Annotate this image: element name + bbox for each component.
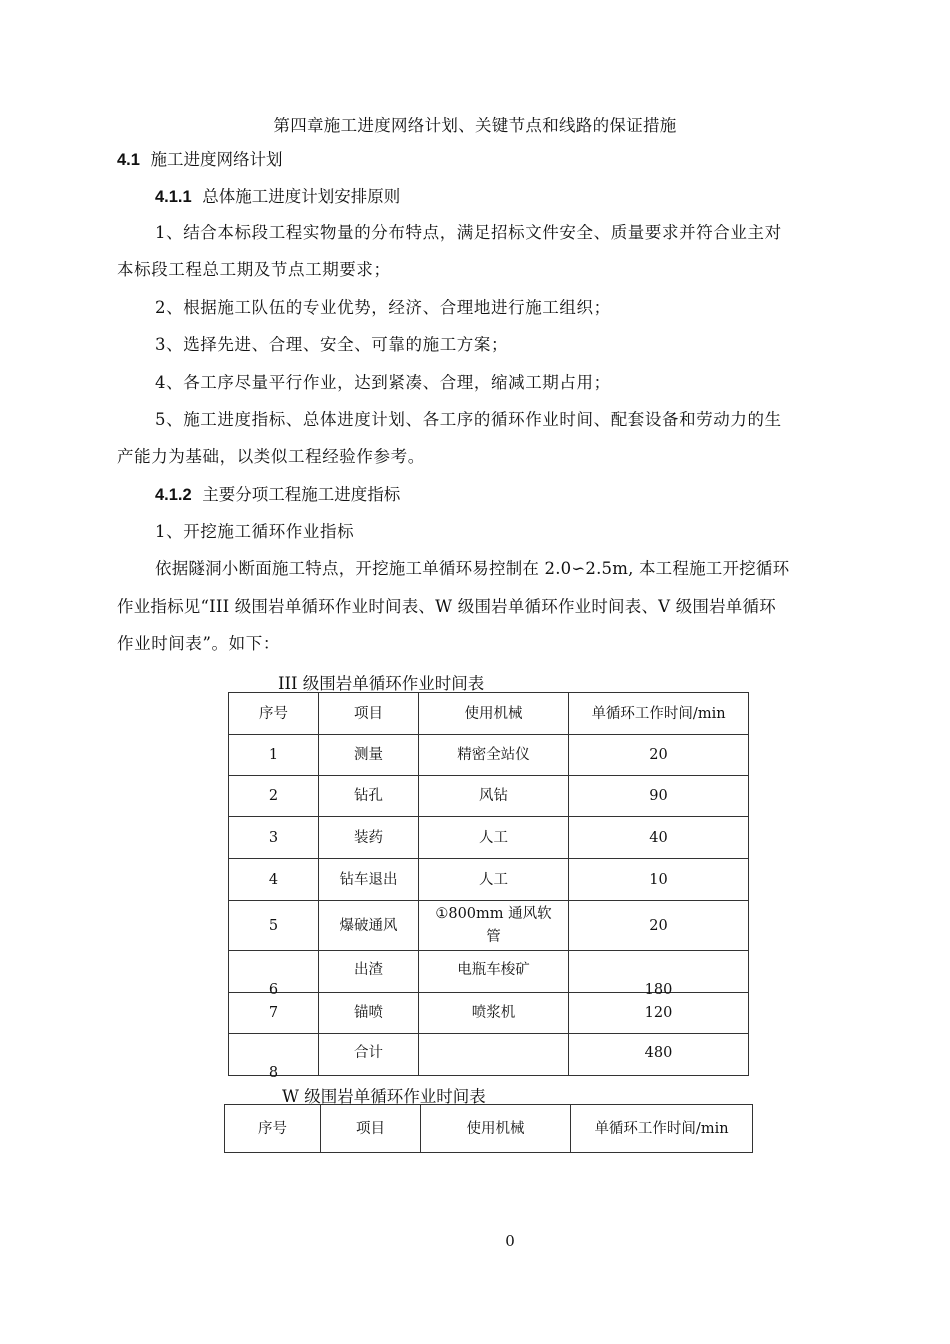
table-cell: 锚喷 xyxy=(319,993,419,1034)
table-cell xyxy=(419,901,569,951)
table-1-caption: III 级围岩单循环作业时间表 xyxy=(278,674,485,693)
table-row xyxy=(229,776,749,817)
table-cell: 电瓶车梭矿 xyxy=(419,951,569,993)
table-2-caption: W 级围岩单循环作业时间表 xyxy=(282,1087,486,1106)
table-cell: 精密全站仪 xyxy=(419,735,569,776)
principle-1-line-1: 1、结合本标段工程实物量的分布特点，满足招标文件安全、质量要求并符合业主对 xyxy=(155,223,782,242)
header-cell: 使用机械 xyxy=(419,693,569,735)
table-cell: 480 xyxy=(569,1034,749,1076)
cell-text: 6 xyxy=(268,982,279,998)
table-cell: 出渣 xyxy=(319,951,419,993)
table-cell: 钻车退出 xyxy=(319,859,419,901)
table-cell: 10 xyxy=(569,859,749,901)
table-cell: 120 xyxy=(569,993,749,1034)
table-row xyxy=(229,859,749,901)
table-cell: 1 xyxy=(229,735,319,776)
table-row xyxy=(229,901,749,951)
section-4-1-heading xyxy=(117,146,282,170)
header-cell: 单循环工作时间/min xyxy=(571,1105,753,1153)
table-row xyxy=(229,817,749,859)
table-row xyxy=(229,951,749,993)
section-number: 4.1 xyxy=(117,151,140,169)
header-cell: 序号 xyxy=(225,1105,321,1153)
subsection-1-title: 1、开挖施工循环作业指标 xyxy=(155,522,355,541)
machine-text-line-2: 管 xyxy=(486,928,501,945)
table-cell: 人工 xyxy=(419,859,569,901)
header-cell: 项目 xyxy=(319,693,419,735)
table-row xyxy=(229,735,749,776)
header-cell: 项目 xyxy=(321,1105,421,1153)
principle-5-line-2: 产能力为基础，以类似工程经验作参考。 xyxy=(117,447,425,466)
table-cell: 测量 xyxy=(319,735,419,776)
basis-paragraph-line-2: 作业指标见“III 级围岩单循环作业时间表、W 级围岩单循环作业时间表、V 级围岩单循环 xyxy=(117,597,776,616)
section-title: 主要分项工程施工进度指标 xyxy=(202,485,401,504)
table-row xyxy=(229,993,749,1034)
table-cell: 装药 xyxy=(319,817,419,859)
header-cell: 序号 xyxy=(229,693,319,735)
table-cell xyxy=(229,1034,319,1081)
table-cell: 20 xyxy=(569,735,749,776)
table-1 xyxy=(228,692,749,1081)
page-number: 0 xyxy=(505,1232,515,1250)
table-cell: 2 xyxy=(229,776,319,817)
table-cell: 合计 xyxy=(319,1034,419,1076)
basis-paragraph-line-3: 作业时间表”。如下： xyxy=(117,634,280,653)
table-header-row xyxy=(229,693,749,735)
principle-4: 4、各工序尽量平行作业，达到紧凑、合理，缩减工期占用； xyxy=(155,373,611,392)
machine-text-line-1: ①800mm 通风软 xyxy=(435,905,552,922)
section-number: 4.1.2 xyxy=(155,486,192,504)
section-number: 4.1.1 xyxy=(155,188,192,206)
chapter-title: 第四章施工进度网络计划、关键节点和线路的保证措施 xyxy=(273,116,677,135)
principle-2: 2、根据施工队伍的专业优势，经济、合理地进行施工组织； xyxy=(155,298,611,317)
section-title: 总体施工进度计划安排原则 xyxy=(202,187,401,206)
table-row xyxy=(229,1034,749,1076)
table-cell xyxy=(569,951,749,998)
table-cell: 钻孔 xyxy=(319,776,419,817)
table-cell xyxy=(419,1034,569,1076)
table-cell: 喷浆机 xyxy=(419,993,569,1034)
section-4-1-1-heading xyxy=(155,183,400,207)
table-cell xyxy=(229,951,319,998)
table-cell: 5 xyxy=(229,901,319,951)
section-title: 施工进度网络计划 xyxy=(150,150,283,169)
table-cell: 40 xyxy=(569,817,749,859)
header-cell: 使用机械 xyxy=(421,1105,571,1153)
principle-5-line-1: 5、施工进度指标、总体进度计划、各工序的循环作业时间、配套设备和劳动力的生 xyxy=(155,410,782,429)
table-cell: 爆破通风 xyxy=(319,901,419,951)
section-4-1-2-heading xyxy=(155,481,400,505)
cell-text: 180 xyxy=(644,982,673,998)
table-cell: 7 xyxy=(229,993,319,1034)
table-cell: 风钻 xyxy=(419,776,569,817)
table-cell: 90 xyxy=(569,776,749,817)
table-cell: 人工 xyxy=(419,817,569,859)
principle-1-line-2: 本标段工程总工期及节点工期要求； xyxy=(117,260,391,279)
table-cell: 3 xyxy=(229,817,319,859)
basis-paragraph-line-1: 依据隧洞小断面施工特点，开挖施工单循环易控制在 2.0∽2.5m, 本工程施工开挖循环 xyxy=(155,559,790,578)
header-cell: 单循环工作时间/min xyxy=(569,693,749,735)
table-cell: 20 xyxy=(569,901,749,951)
table-2 xyxy=(224,1104,753,1153)
cell-text: 8 xyxy=(268,1065,279,1081)
table-header-row xyxy=(225,1105,753,1153)
table-cell: 4 xyxy=(229,859,319,901)
principle-3: 3、选择先进、合理、安全、可靠的施工方案； xyxy=(155,335,509,354)
